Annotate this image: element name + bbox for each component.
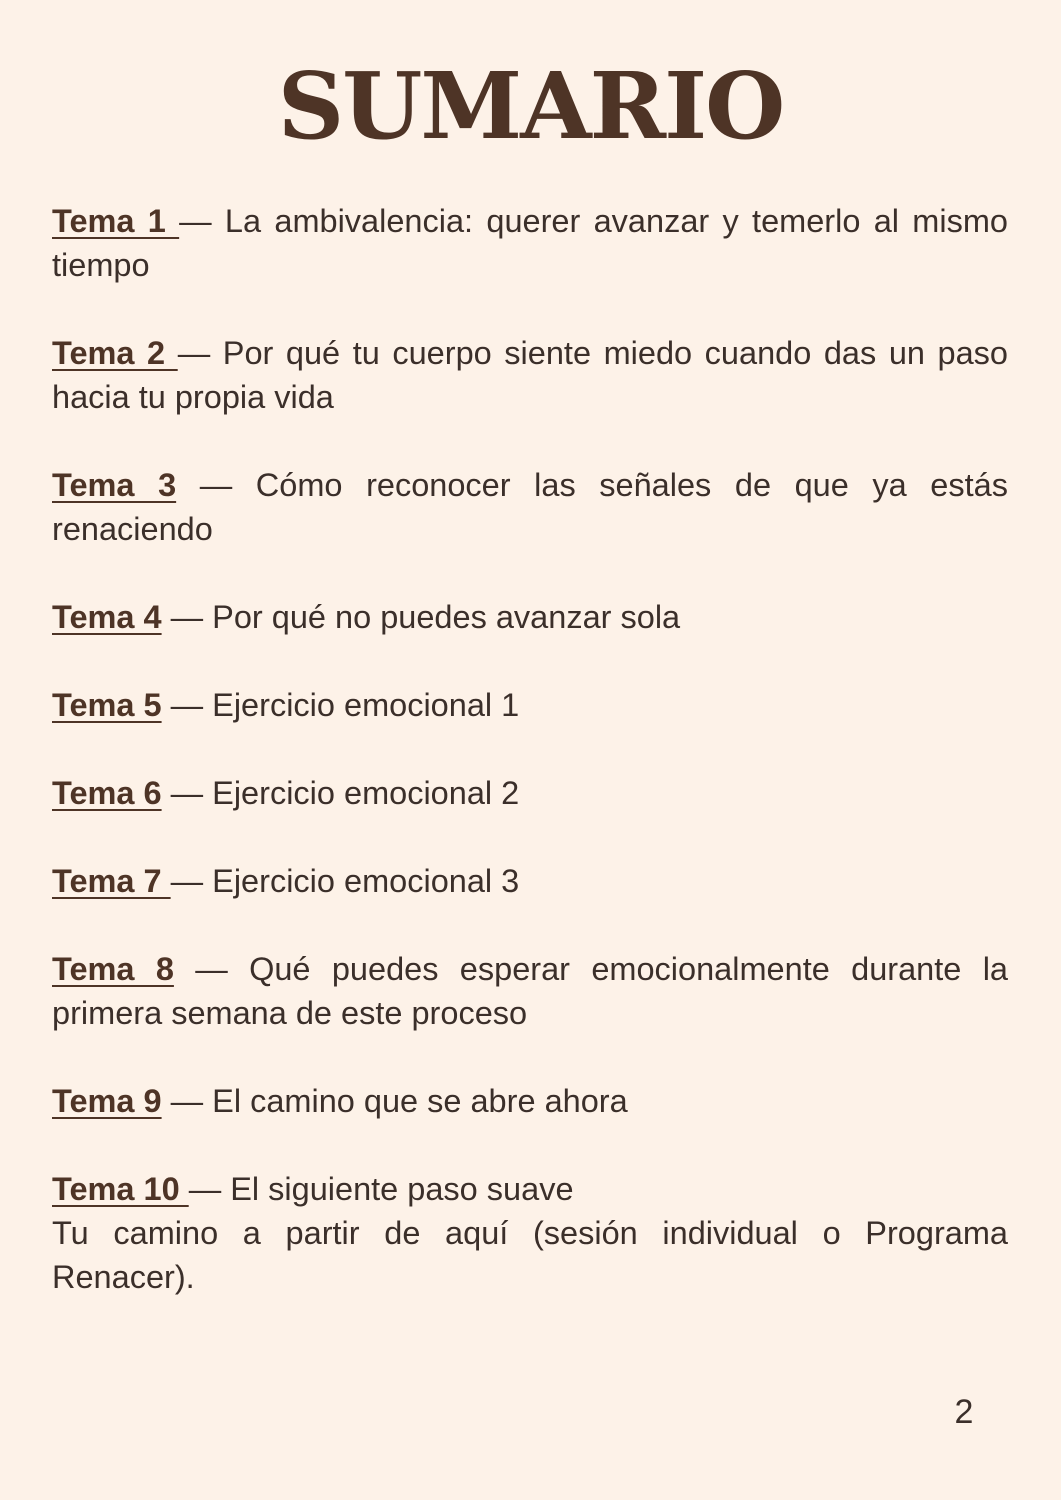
toc-entry-label[interactable]: Tema 8 xyxy=(52,951,174,987)
toc-entry-text: — Por qué no puedes avanzar sola xyxy=(161,599,681,635)
toc-entry-text: — El siguiente paso suave xyxy=(188,1171,574,1207)
toc-entry-10 xyxy=(52,1167,1008,1299)
page-title: SUMARIO xyxy=(277,52,784,160)
toc-entry-subtext: Tu camino a partir de aquí (sesión individual o Programa Renacer). xyxy=(52,1215,1008,1295)
toc-entry-9 xyxy=(52,1079,1008,1123)
toc-entry-5 xyxy=(52,683,1008,727)
toc-entry-1 xyxy=(52,199,1008,287)
toc-entry-text: — Ejercicio emocional 3 xyxy=(170,863,520,899)
toc-entry-text: — Por qué tu cuerpo siente miedo cuando das un paso hacia tu propia vida xyxy=(52,335,1009,415)
toc-entry-text: — Ejercicio emocional 2 xyxy=(161,775,520,811)
toc-entry-7 xyxy=(52,859,1008,903)
toc-entry-label[interactable]: Tema 2 xyxy=(52,335,178,371)
table-of-contents xyxy=(52,199,1008,1299)
toc-entry-3 xyxy=(52,463,1008,551)
toc-entry-8 xyxy=(52,947,1008,1035)
toc-entry-text: — Qué puedes esperar emocionalmente durante la primera semana de este proceso xyxy=(52,951,1008,1031)
toc-entry-6 xyxy=(52,771,1008,815)
toc-entry-label[interactable]: Tema 1 xyxy=(52,203,180,239)
toc-entry-4 xyxy=(52,595,1008,639)
toc-entry-text: — Ejercicio emocional 1 xyxy=(161,687,520,723)
toc-entry-text: — Cómo reconocer las señales de que ya estás renaciendo xyxy=(52,467,1008,547)
page-number: 2 xyxy=(954,1393,974,1431)
toc-entry-2 xyxy=(52,331,1008,419)
toc-entry-label[interactable]: Tema 7 xyxy=(52,863,171,899)
toc-entry-label[interactable]: Tema 10 xyxy=(52,1171,189,1207)
toc-entry-label[interactable]: Tema 3 xyxy=(52,467,177,503)
toc-entry-label[interactable]: Tema 6 xyxy=(52,775,162,811)
toc-entry-label[interactable]: Tema 4 xyxy=(52,599,162,635)
toc-entry-label[interactable]: Tema 5 xyxy=(52,687,162,723)
toc-entry-text: — El camino que se abre ahora xyxy=(161,1083,628,1119)
toc-entry-label[interactable]: Tema 9 xyxy=(52,1083,162,1119)
toc-entry-text: — La ambivalencia: querer avanzar y temerlo al mismo tiempo xyxy=(52,203,1008,283)
